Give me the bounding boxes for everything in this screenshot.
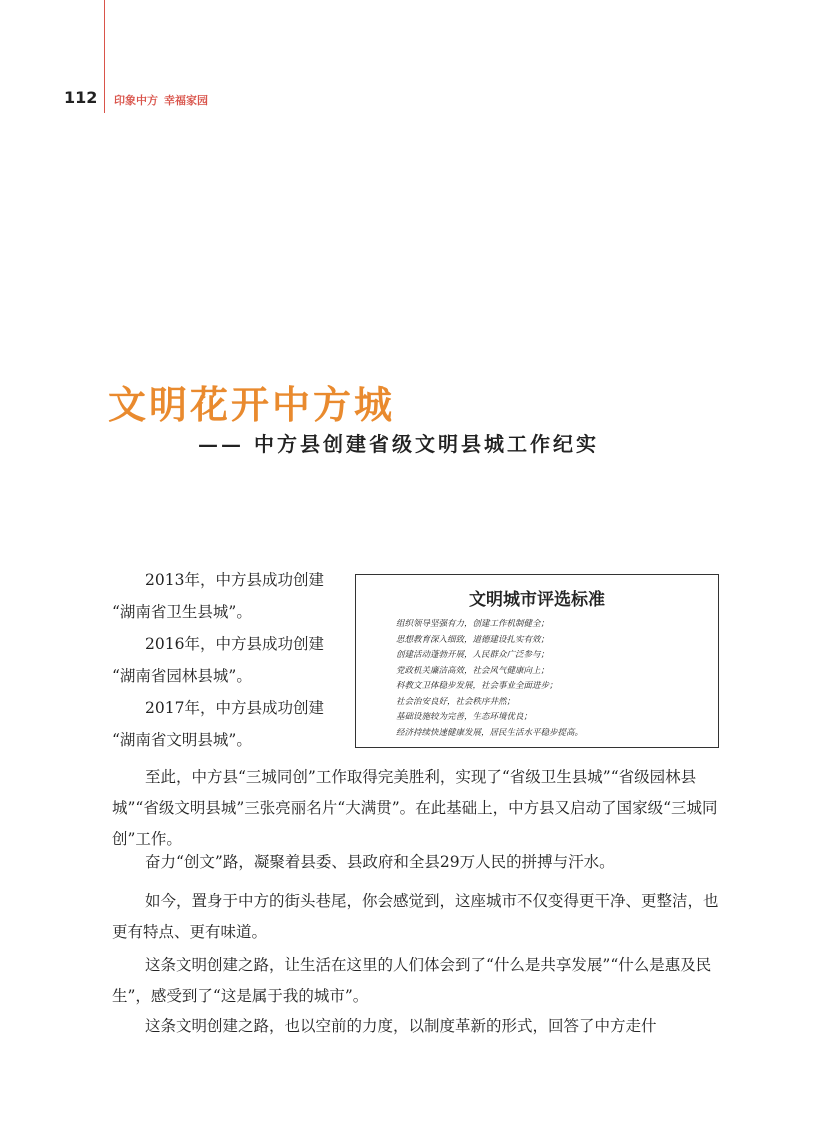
criteria-item: 基础设施较为完善，生态环境优良；: [396, 712, 533, 722]
running-title-part-2: 幸福家园: [164, 94, 208, 107]
running-title: [114, 92, 208, 108]
intro-line: 2013年，中方县成功创建: [145, 571, 324, 589]
intro-line: 2017年，中方县成功创建: [145, 699, 324, 717]
page-number: 112: [64, 88, 98, 107]
intro-line: “湖南省园林县城”。: [112, 667, 252, 685]
article-subtitle: —— 中方县创建省级文明县城工作纪实: [198, 432, 599, 456]
header-divider-line: [104, 0, 105, 113]
selection-criteria-box: [355, 574, 719, 748]
body-paragraph: 这条文明创建之路，也以空前的力度，以制度革新的形式，回答了中方走什: [145, 1017, 657, 1035]
body-paragraph: 奋力“创文”路，凝聚着县委、县政府和全县29万人民的拼搏与汗水。: [145, 853, 615, 871]
article-title: 文明花开中方城: [108, 382, 396, 427]
body-paragraph: 这条文明创建之路，让生活在这里的人们体会到了“什么是共享发展”“什么是惠及民生”，感受到了“这是属于我的城市”。: [112, 956, 712, 1005]
criteria-item: 思想教育深入细致，道德建设扎实有效；: [396, 634, 550, 645]
criteria-box-title: 文明城市评选标准: [469, 590, 605, 610]
criteria-item: 社会治安良好，社会秩序井然；: [396, 696, 516, 707]
intro-line: 2016年，中方县成功创建: [145, 635, 324, 653]
criteria-list: [396, 617, 583, 741]
criteria-item: 经济持续快速健康发展，居民生活水平稳步提高。: [396, 727, 584, 738]
body-paragraph: 如今，置身于中方的街头巷尾，你会感觉到，这座城市不仅变得更干净、更整洁，也更有特点、更有味道。: [112, 892, 719, 941]
intro-line: “湖南省文明县城”。: [112, 731, 252, 749]
criteria-item: 创建活动蓬勃开展，人民群众广泛参与；: [396, 650, 550, 660]
intro-line: “湖南省卫生县城”。: [112, 603, 252, 621]
running-title-part-1: 印象中方: [114, 94, 158, 107]
body-paragraph: 至此，中方县“三城同创”工作取得完美胜利，实现了“省级卫生县城”“省级园林县城”“省级文明县城”三张亮丽名片“大满贯”。在此基础上，中方县又启动了国家级“三城同创”工作。: [112, 768, 718, 848]
criteria-item: 组织领导坚强有力，创建工作机制健全；: [396, 619, 550, 629]
criteria-item: 党政机关廉洁高效，社会风气健康向上；: [396, 665, 550, 676]
criteria-item: 科教文卫体稳步发展，社会事业全面进步；: [396, 681, 558, 691]
